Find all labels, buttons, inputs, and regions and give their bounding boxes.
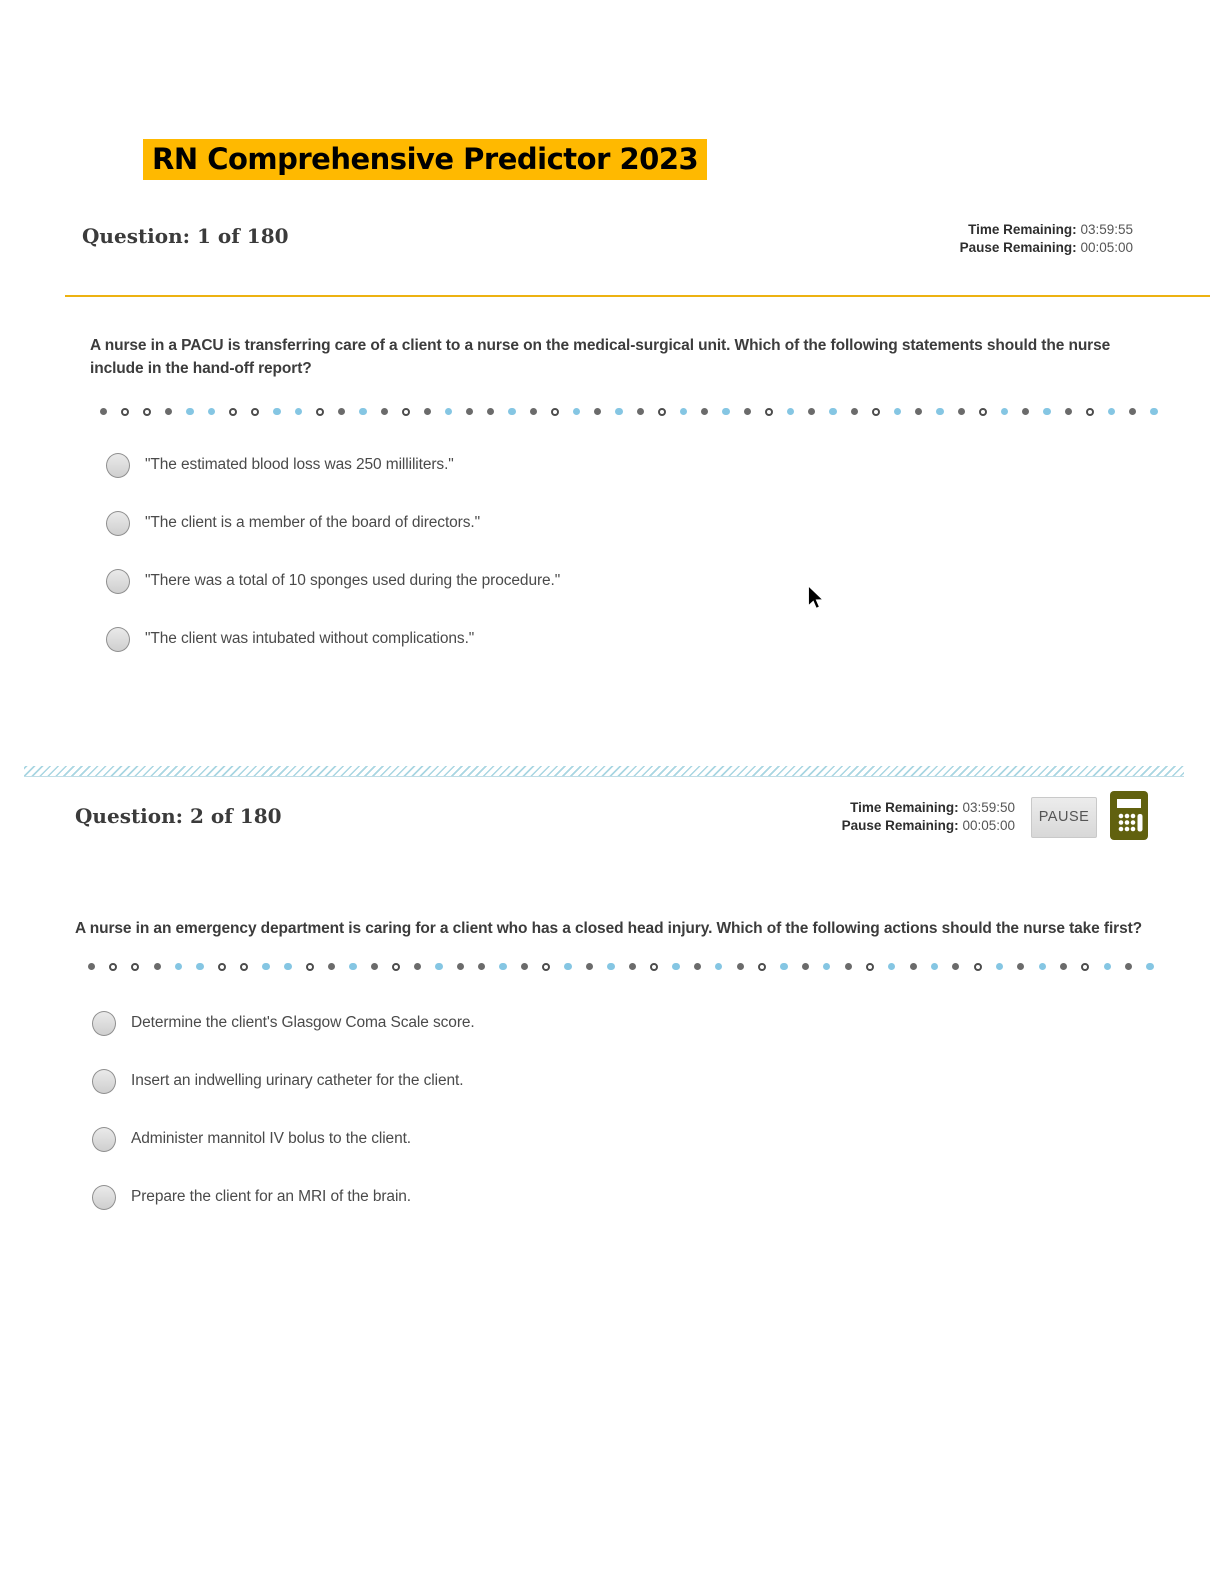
- divider-dot: [680, 408, 688, 416]
- answer-option-row[interactable]: [106, 510, 560, 536]
- answer-option-label: Insert an indwelling urinary catheter for the client.: [131, 1072, 464, 1089]
- dotted-divider: [100, 407, 1158, 416]
- divider-dot: [823, 963, 831, 971]
- divider-dot: [1017, 963, 1024, 970]
- divider-dot: [316, 408, 324, 416]
- divider-dot: [615, 408, 623, 416]
- time-remaining-value: 03:59:50: [962, 800, 1015, 815]
- divider-dot: [273, 408, 281, 416]
- divider-dot: [478, 963, 485, 970]
- divider-dot: [765, 408, 773, 416]
- time-remaining-row: [960, 221, 1133, 239]
- divider-dot: [240, 963, 248, 971]
- divider-dot: [1086, 408, 1094, 416]
- answer-option-label: Prepare the client for an MRI of the brain.: [131, 1188, 412, 1205]
- divider-dot: [165, 408, 172, 415]
- time-remaining-label: Time Remaining:: [968, 222, 1077, 237]
- divider-dot: [359, 408, 367, 416]
- divider-dot: [218, 963, 226, 971]
- answer-option-label: "The estimated blood loss was 250 milliliters.": [145, 456, 454, 473]
- radio-button[interactable]: [92, 1127, 116, 1152]
- divider-dot: [121, 408, 129, 416]
- divider-dot: [701, 408, 708, 415]
- pause-remaining-label: Pause Remaining:: [959, 239, 1077, 255]
- divider-dot: [629, 963, 636, 970]
- divider-dot: [1001, 408, 1009, 416]
- divider-dot: [744, 408, 751, 415]
- question-2-header: Question: 2 of 180: [75, 804, 282, 828]
- radio-button[interactable]: [92, 1185, 116, 1210]
- divider-dot: [262, 963, 270, 971]
- question-2-options: [92, 1010, 475, 1242]
- divider-dot: [936, 408, 944, 416]
- divider-dot: [349, 963, 357, 971]
- divider-dot: [251, 408, 259, 416]
- divider-dot: [1081, 963, 1089, 971]
- divider-dot: [866, 963, 874, 971]
- divider-dot: [737, 963, 744, 970]
- divider-dot: [371, 963, 378, 970]
- divider-dot: [196, 963, 204, 971]
- divider-dot: [694, 963, 701, 970]
- divider-dot: [435, 963, 443, 971]
- question-1-options: [106, 452, 560, 684]
- divider-dot: [1022, 408, 1029, 415]
- divider-dot: [650, 963, 658, 971]
- divider-dot: [306, 963, 314, 971]
- divider-dot: [295, 408, 303, 416]
- divider-dot: [1065, 408, 1072, 415]
- divider-dot: [530, 408, 537, 415]
- answer-option-label: "There was a total of 10 sponges used during the procedure.": [145, 572, 561, 589]
- question-1-timer: [960, 221, 1133, 256]
- divider-dot: [284, 963, 292, 971]
- divider-dot: [1104, 963, 1112, 971]
- divider-dot: [109, 963, 117, 971]
- divider-dot: [487, 408, 494, 415]
- divider-dot: [851, 408, 858, 415]
- divider-dot: [338, 408, 345, 415]
- divider-dot: [551, 408, 559, 416]
- page-title: RN Comprehensive Predictor 2023: [143, 139, 707, 180]
- divider-dot: [1129, 408, 1136, 415]
- divider-dot: [1039, 963, 1047, 971]
- pause-remaining-value: 00:05:00: [962, 817, 1015, 833]
- divider-dot: [542, 963, 550, 971]
- divider-dot: [802, 963, 809, 970]
- question-1-stem: A nurse in a PACU is transferring care of a client to a nurse on the medical-surgical unit. Which of the following statements should the nurse include in the hand-off report?: [90, 337, 1111, 377]
- dotted-divider: [88, 962, 1154, 971]
- divider-dot: [780, 963, 788, 971]
- divider-dot: [979, 408, 987, 416]
- question-2-timer: [842, 799, 1015, 834]
- hatched-section-divider: [24, 766, 1184, 777]
- divider-dot: [658, 408, 666, 416]
- radio-button[interactable]: [92, 1011, 116, 1036]
- divider-dot: [872, 408, 880, 416]
- divider-dot: [888, 963, 896, 971]
- answer-option-row[interactable]: [106, 452, 560, 478]
- divider-dot: [722, 408, 730, 416]
- answer-option-label: "The client is a member of the board of directors.": [145, 514, 480, 531]
- divider-dot: [715, 963, 723, 971]
- answer-option-row[interactable]: [106, 626, 560, 652]
- radio-button[interactable]: [106, 453, 130, 478]
- answer-option-row[interactable]: [92, 1126, 475, 1152]
- pause-remaining-row: [842, 817, 1015, 835]
- answer-option-label: "The client was intubated without complications.": [145, 630, 475, 647]
- divider-dot: [1125, 963, 1132, 970]
- answer-option-label: Determine the client's Glasgow Coma Scale score.: [131, 1014, 475, 1031]
- divider-dot: [402, 408, 410, 416]
- divider-dot: [1108, 408, 1116, 416]
- divider-dot: [952, 963, 959, 970]
- divider-dot: [445, 408, 453, 416]
- divider-dot: [672, 963, 680, 971]
- divider-dot: [758, 963, 766, 971]
- pause-remaining-label: Pause Remaining:: [841, 817, 959, 833]
- divider-dot: [466, 408, 473, 415]
- divider-dot: [996, 963, 1004, 971]
- answer-option-row[interactable]: [92, 1184, 475, 1210]
- divider-dot: [829, 408, 837, 416]
- radio-button[interactable]: [106, 627, 130, 652]
- divider-dot: [414, 963, 421, 970]
- divider-dot: [143, 408, 151, 416]
- divider-dot: [958, 408, 965, 415]
- radio-button[interactable]: [106, 511, 130, 536]
- divider-dot: [229, 408, 237, 416]
- divider-dot: [508, 408, 516, 416]
- divider-dot: [100, 408, 107, 415]
- answer-option-row[interactable]: [106, 568, 560, 594]
- answer-option-label: Administer mannitol IV bolus to the client.: [131, 1130, 412, 1147]
- divider-dot: [392, 963, 400, 971]
- divider-dot: [521, 963, 528, 970]
- divider-dot: [607, 963, 615, 971]
- divider-dot: [564, 963, 572, 971]
- divider-dot: [637, 408, 644, 415]
- divider-dot: [424, 408, 431, 415]
- divider-dot: [910, 963, 917, 970]
- divider-dot: [208, 408, 216, 416]
- divider-dot: [1146, 963, 1154, 971]
- divider-dot: [787, 408, 795, 416]
- divider-dot: [154, 963, 161, 970]
- divider-dot: [931, 963, 939, 971]
- time-remaining-value: 03:59:55: [1080, 222, 1133, 237]
- divider-dot: [499, 963, 507, 971]
- answer-option-row[interactable]: [92, 1010, 475, 1036]
- divider-dot: [381, 408, 388, 415]
- divider-dot: [186, 408, 194, 416]
- question-1-header: Question: 1 of 180: [82, 224, 289, 248]
- divider-dot: [915, 408, 922, 415]
- divider-dot: [845, 963, 852, 970]
- time-remaining-row: [842, 799, 1015, 817]
- gold-divider-line: [65, 295, 1210, 297]
- radio-button[interactable]: [106, 569, 130, 594]
- divider-dot: [1150, 408, 1158, 416]
- pause-button[interactable]: PAUSE: [1031, 797, 1097, 838]
- divider-dot: [1060, 963, 1067, 970]
- divider-dot: [131, 963, 139, 971]
- divider-dot: [594, 408, 601, 415]
- divider-dot: [808, 408, 815, 415]
- divider-dot: [328, 963, 335, 970]
- pause-remaining-value: 00:05:00: [1080, 239, 1133, 255]
- divider-dot: [573, 408, 581, 416]
- calculator-icon[interactable]: [1110, 791, 1148, 840]
- divider-dot: [1043, 408, 1051, 416]
- mouse-cursor: [806, 585, 824, 611]
- divider-dot: [894, 408, 902, 416]
- radio-button[interactable]: [92, 1069, 116, 1094]
- pause-remaining-row: [960, 239, 1133, 257]
- divider-dot: [457, 963, 464, 970]
- divider-dot: [586, 963, 593, 970]
- answer-option-row[interactable]: [92, 1068, 475, 1094]
- time-remaining-label: Time Remaining:: [850, 800, 959, 815]
- question-2-stem: A nurse in an emergency department is caring for a client who has a closed head injury. Which of the following actions should the nurse take first?: [75, 920, 1143, 937]
- divider-dot: [974, 963, 982, 971]
- divider-dot: [175, 963, 183, 971]
- divider-dot: [88, 963, 95, 970]
